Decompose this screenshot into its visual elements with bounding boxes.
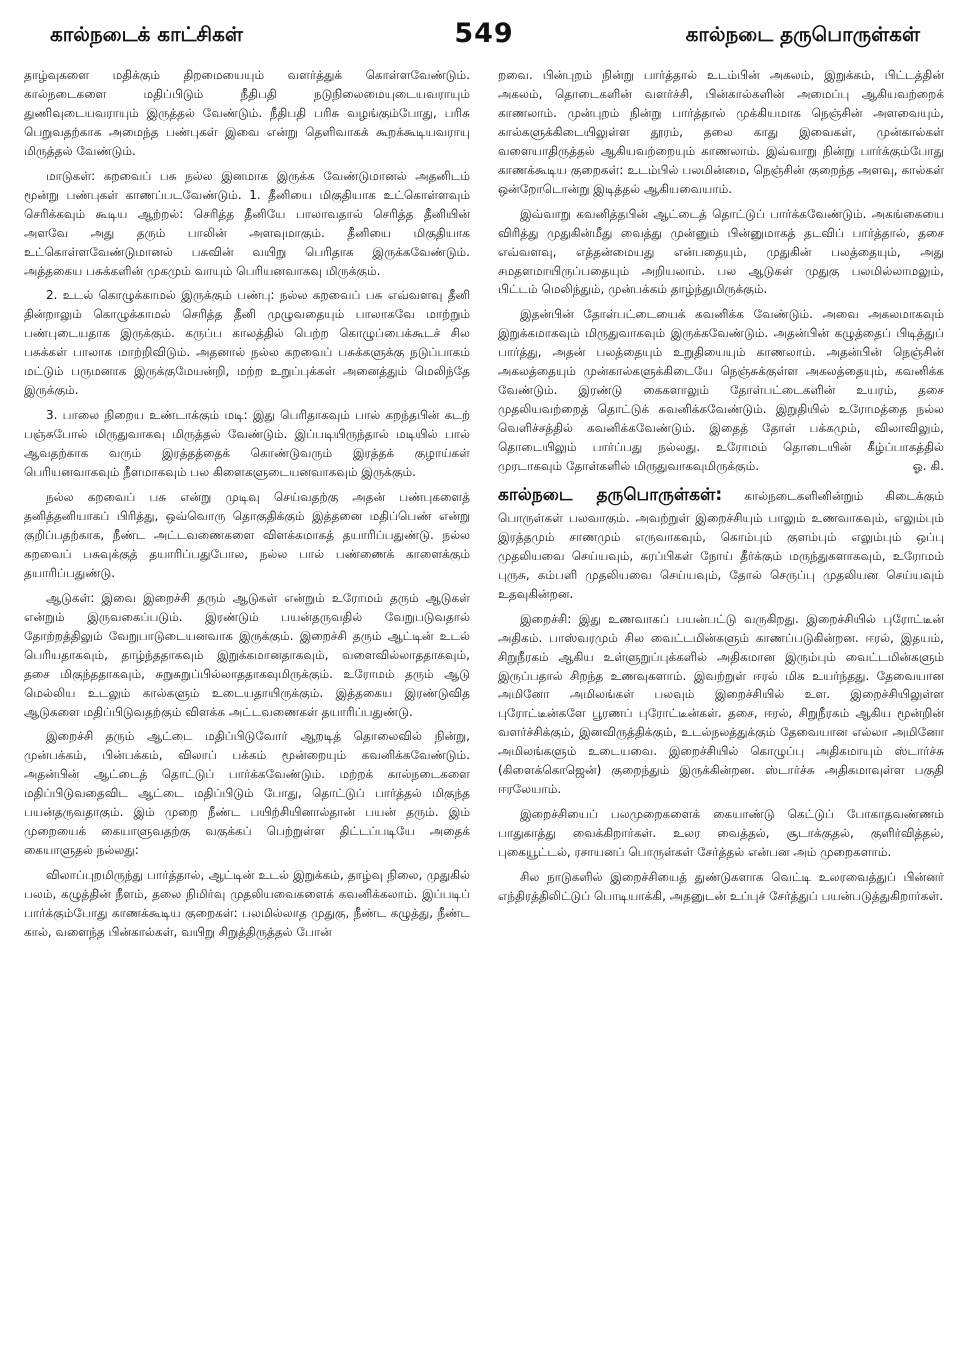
author-signature: ஓ. கி. xyxy=(912,459,944,474)
section-intro: கால்நடைகளினின்றும் கிடைக்கும் பொருள்கள் பலவாகும். அவற்றுள் இறைச்சியும் பாலும் உணவாகவும், எலும்பும் இரத்தமும் சாணமும் எருவாகவும், கொம்பும் குளம்பும் எலும்பும் ஒப்பு முதலியவை செய்யவும், சுரப்பிகள் நோய் தீர்க்கும் மருந்துகளாகவும், உரோமம் புருசு, கம்பளி முதலியவை செய்யவும், தோல் செருப்பு முதலியன செய்யவும் உதவுகின்றன. xyxy=(498,489,944,601)
paragraph: இறைச்சி: இது உணவாகப் பயன்பட்டு வருகிறது. இறைச்சியில் புரோட்டீன் அதிகம். பாஸ்வரமும் சில வைட்டமின்களும் காணப்படுகின்றன. ஈரல், இதயம், சிறுநீரகம் ஆகிய உள்ளுறுப்புக்களில் அதிகமான இரும்பும் வைட்டமின்களும் இருப்பதால் சிறந்த உணவுகளாம். இவற்றுள் ஈரல் மிக உயர்ந்தது. தேவையான அமினோ அமிலங்கள் பலவும் இறைச்சியில் உள. இறைச்சியிலுள்ள புரோட்டீன்களே பூரணப் புரோட்டீன்கள். தசை, ஈரல், சிறுநீரகம் ஆகிய மூன்றின் வளர்ச்சிக்கும், இனவிருத்திக்கும், உடல்நலத்துக்கும் தேவையான எல்லா அமினோ அமிலங்களும் உடையவை. இறைச்சியில் கொழுப்பு அதிகமாயும் ஸ்டார்ச்சு (கிளைக்கொஜென்) குறைந்தும் இருக்கின்றன. ஸ்டார்ச்சு அதிகமாவுள்ள பகுதி ஈரலேயாம். xyxy=(498,611,944,797)
paragraph: நல்ல கறவைப் பசு என்று முடிவு செய்வதற்கு அதன் பண்புகளைத் தனித்தனியாகப் பிரித்து, ஒவ்வொரு தொகுதிக்கும் இத்தனை மதிப்பெண் என்று குறிப்பதற்காக, நீண்ட அட்டவணைகளை விளக்கமாகத் தயாரிப்பதுண்டு. நல்ல கறவைப் பசுவுக்குத் தயாரிப்பதுபோல, நல்ல பால் பண்ணைக் காளைக்கும் தயாரிப்பதுண்டு. xyxy=(24,490,470,580)
paragraph: 2. உடல் கொழுக்காமல் இருக்கும் பண்பு: நல்ல கறவைப் பசு எவ்வளவு தீனி தின்றாலும் கொழுக்காமல் செரித்த தீனி முழுவதையும் பாலாகவே மாற்றும் பண்புடையதாக இருக்கும். கருப்ப காலத்தில் பெற்ற கொழுப்பைக்கூடச் சில பசுக்கள் பாலாக மாற்றிவிடும். அதனால் நல்ல கறவைப் பசுக்களுக்கு நடுப்பாகம் மட்டும் பருமனாக இருக்குமேயன்றி, மற்ற உறுப்புக்கள் அனைத்தும் மெலிந்தே இருக்கும். xyxy=(24,288,470,398)
running-header xyxy=(24,0,944,58)
paragraph: தாழ்வுகளை மதிக்கும் திறமையையும் வளர்த்துக் கொள்ளவேண்டும். கால்நடைகளை மதிப்பிடும் நீதிபதி நடுநிலைமையுடையவராயும் துணிவுடையவராயும் இருத்தல் வேண்டும். நீதிபதி பரிசு வழங்கும்போது, பரிசு பெறுவதற்காக அமைந்த பண்புகள் இவை என்று தெளிவாகக் கூறக்கூடியவராயு மிருத்தல் வேண்டும். xyxy=(24,68,470,158)
paragraph: றவை. பின்புறம் நின்று பார்த்தால் உடம்பின் அகலம், இறுக்கம், பிட்டத்தின் அகலம், தொடைகளின் வளர்ச்சி, பின்கால்களின் அமைப்பு ஆகியவற்றைக் காணலாம். முன்புறம் நின்று பார்த்தால் முக்கியமாக நெஞ்சின் அளவையும், கால்களுக்கிடையிலுள்ள தூரம், தலை காது இவைகள், முன்கால்கள் வளையாதிருத்தல் ஆகியவற்றையும் காணலாம். இவ்வாறு நின்று பார்க்கும்போது காணக்கூடிய குறைகள்: உடம்பில் பலமின்மை, நெஞ்சின் குறைந்த அளவு, கால்கள் ஒன்றோடொன்று இடித்தல் ஆகியவையாம். xyxy=(498,68,944,196)
paragraph: ஆடுகள்: இவை இறைச்சி தரும் ஆடுகள் என்றும் உரோமம் தரும் ஆடுகள் என்றும் இருவகைப்படும். இரண்டும் பயன்தருவதில் வேறுபடுவதால் தோற்றத்திலும் வேறுபாடுடையனவாக இருக்கும். இறைச்சி தரும் ஆட்டின் உடல் பெரியதாகவும், தாழ்ந்ததாகவும் இறுக்கமானதாகவும், வளைவில்லாததாகவும், தசை மிகுந்ததாகவும், சுறுசுறுப்பில்லாததாகவுமிருக்கும். உரோமம் தரும் ஆடு மெல்லிய உடலும் கால்களும் உடையதாயிருக்கும். இத்தகைய இரண்டுவித ஆடுகளை மதிப்பிடுவதற்கும் விளக்க அட்டவணைகள் தயாரிப்பதுண்டு. xyxy=(24,590,470,719)
paragraph-with-signature xyxy=(498,305,944,476)
left-column xyxy=(24,66,470,1353)
paragraph: மாடுகள்: கறவைப் பசு நல்ல இனமாக இருக்க வேண்டுமானல் அதனிடம் மூன்று பண்புகள் காணப்படவேண்டும். 1. தீனியை மிகுதியாக உட்கொள்ளவும் செரிக்கவும் கூடிய ஆற்றல்: செரித்த தீனியே பாலாவதால் செரித்த தீனியின் அளவே அது தரும் பாலின் அளவுமாகும். தீனியை மிகுதியாக உட்கொள்ளவேண்டுமானல் பசுவின் வயிறு பெரிதாக இருக்கவேண்டும். அத்தகைய பசுக்களின் முகமும் வாயும் பெரியனவாகவு மிருக்கும். xyxy=(24,168,470,278)
paragraph: இறைச்சி தரும் ஆட்டை மதிப்பிடுவோர் ஆறடித் தொலைவில் நின்று, முன்பக்கம், பின்பக்கம், விலாப் பக்கம் மூன்றையும் கவனிக்கவேண்டும். அதன்பின் ஆட்டைத் தொட்டுப் பார்க்கவேண்டும். மற்றக் கால்நடைகளை மதிப்பிடுவதைவிட ஆட்டை மதிப்பிடும் போது, தொட்டுப் பார்த்தல் மிகுந்த பயன்தருவதாகும். இம் முறை நீண்ட பயிற்சியினால்தான் பயன் தரும். இம் முறையைக் கையாளுவதற்கு வகுக்கப் பெற்றுள்ள திட்டப்படியே அதைக் கையாளுதல் நல்லது: xyxy=(24,729,470,858)
header-left-title: கால்நடைக் காட்சிகள் xyxy=(50,22,243,46)
paragraph: இறைச்சியைப் பலமுறைகளைக் கையாண்டு கெட்டுப் போகாதவண்ணம் பாதுகாத்து வைக்கிறார்கள். உலர வைத்தல், சூடாக்குதல், குளிர்வித்தல், புகையூட்டல், ரசாயனப் பொருள்கள் சேர்த்தல் என்பன அம் முறைகளாம். xyxy=(498,807,944,860)
right-column xyxy=(498,66,944,1353)
paragraph: இவ்வாறு கவனித்தபின் ஆட்டைத் தொட்டுப் பார்க்கவேண்டும். அகங்கையை விரித்து முதுகின்மீது வைத்து முன்னும் பின்னுமாகத் தடவிப் பார்த்தால், தசை எவ்வளவு, எத்தன்மையது என்பதையும், முதுகின் பலத்தையும், அது சமதளமாயிருப்பதையும் அறியலாம். பல ஆடுகள் முதுகு பலமில்லாமலும், பிட்டம் மெலிந்தும், முன்பக்கம் தாழ்ந்துமிருக்கும். xyxy=(498,206,944,297)
section-heading: கால்நடை தருபொருள்கள்: xyxy=(498,485,723,506)
section-intro-paragraph xyxy=(498,482,944,604)
two-column-body xyxy=(24,66,944,1353)
page-number: 549 xyxy=(454,18,514,49)
paragraph-text: இதன்பின் தோள்பட்டையைக் கவனிக்க வேண்டும். அவை அகலமாகவும் இறுக்கமாகவும் மிருதுவாகவும் இருக்கவேண்டும். அதன்பின் கழுத்தைப் பிடித்துப் பார்த்து, அதன் பலத்தையும் உறுதியையும் காணலாம். அதன்பின் நெஞ்சின் அகலத்தையும் முன்கால்களுக்கிடையே நெஞ்சுக்குள்ள அகலத்தையும், கவனிக்க வேண்டும். இரண்டு கைகளாலும் தோள்பட்டைகளின் உயரம், தசை முதலியவற்றைத் தொட்டுக் கவனிக்கவேண்டும். இறுதியில் உரோமத்தை நல்ல வெளிச்சத்தில் கவனிக்கவேண்டும். இதைத் தோள் பக்கமும், விலாவிலும், தொடையிலும் பார்ப்பது நல்லது. உரோமம் தொடையின் கீழ்ப்பாகத்தில் முரடாகவும் தோள்களில் மிருதுவாகவுமிருக்கும். xyxy=(498,307,944,474)
paragraph: சில நாடுகளில் இறைச்சியைத் துண்டுகளாக வெட்டி உலரவைத்துப் பின்னர் எந்திரத்திலிட்டுப் பொடியாக்கி, அதனுடன் உப்புச் சேர்த்துப் பயன்படுத்துகிறார்கள். xyxy=(498,870,944,903)
header-right-title: கால்நடை தருபொருள்கள் xyxy=(685,22,920,46)
paragraph: விலாப்புறமிருந்து பார்த்தால், ஆட்டின் உடல் இறுக்கம், தாழ்வு நிலை, முதுகில் பலம், கழுத்தின் நீளம், தலை நிமிர்வு முதலியவைகளைக் கவனிக்கலாம். இப்படிப் பார்க்கும்போது காணக்கூடிய குறைகள்: பலமில்லாத முதுகு, நீண்ட கழுத்து, நீண்ட கால், வளைந்த பின்கால்கள், வயிறு சிறுத்திருத்தல் போன் xyxy=(24,868,470,939)
paragraph: 3. பாலை நிறைய உண்டாக்கும் மடி: இது பெரிதாகவும் பால் கறந்தபின் கடற் பஞ்சுபோல் மிருதுவாகவு மிருத்தல் வேண்டும். இப்படியிருந்தால் மடியில் பால் ஆவதற்காக வரும் இரத்தத்தைக் கொண்டுவரும் இரத்தக் குழாய்கள் பெரியனவாகவும் நீளமாகவும் பல கிளைகளுடையனவாகவும் இருக்கும். xyxy=(24,408,470,480)
